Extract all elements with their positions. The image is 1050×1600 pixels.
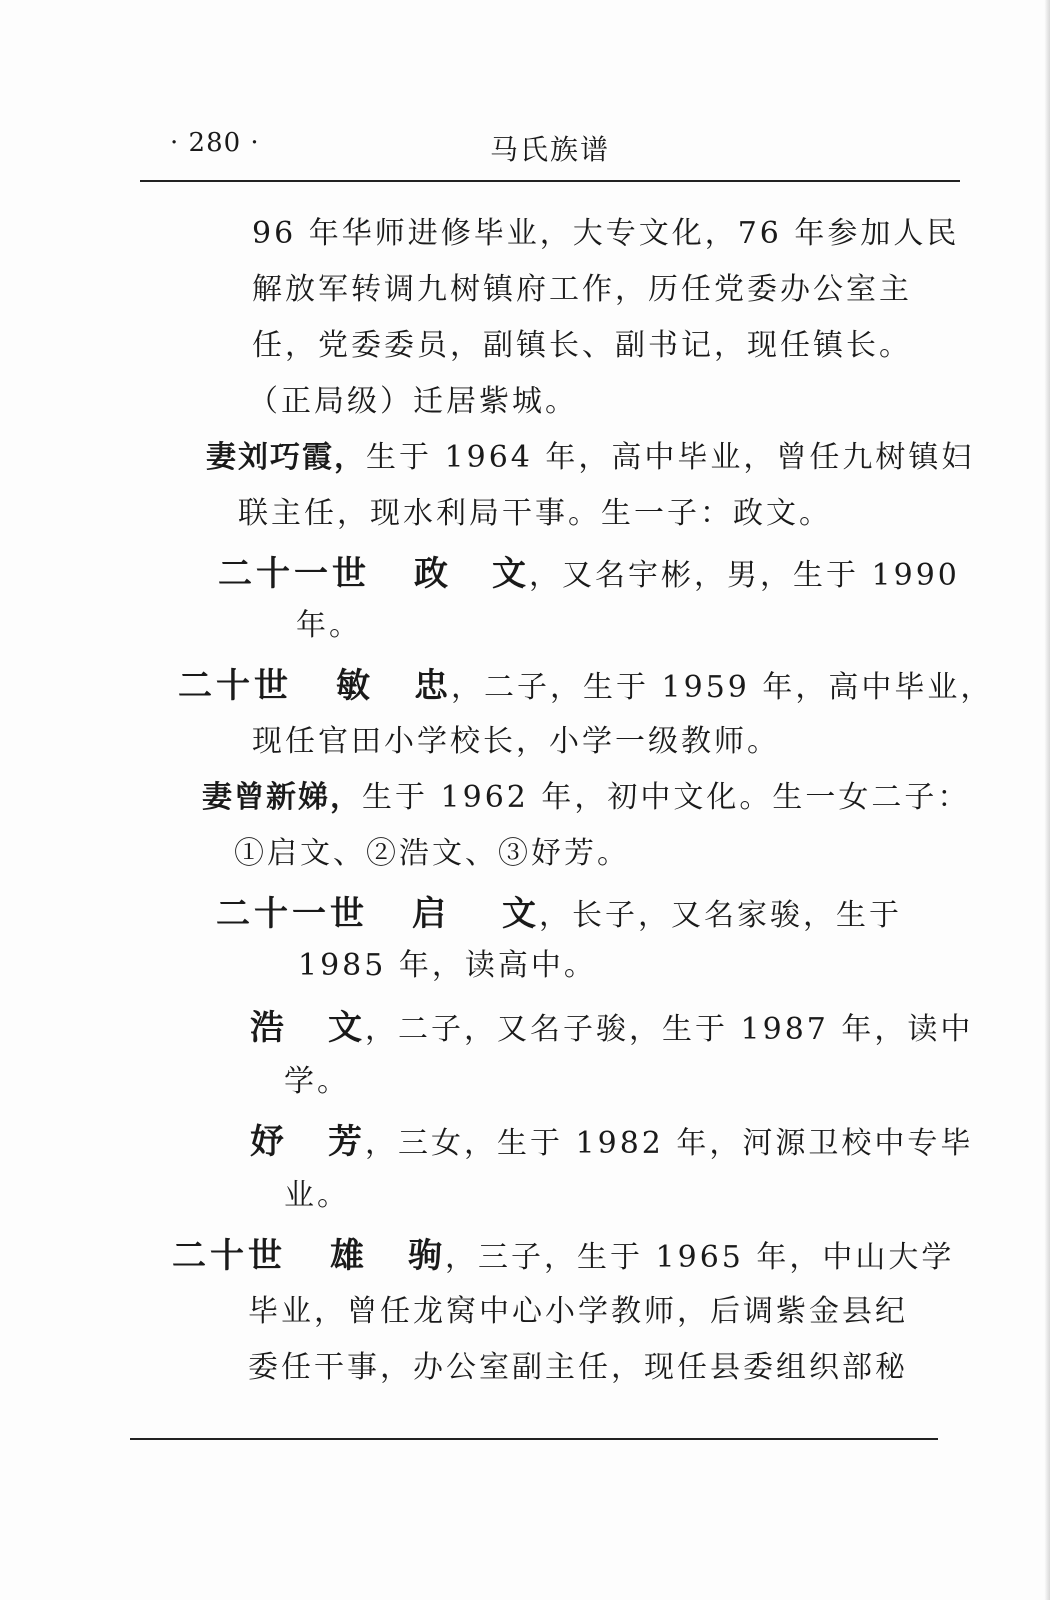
- person-name-second: 文: [492, 554, 529, 594]
- text-line: 年。: [296, 608, 362, 643]
- generation-label: 二十一世: [218, 554, 370, 594]
- entry-wife-liu: [206, 432, 974, 476]
- text-line: 任，党委委员，副镇长、副书记，现任镇长。: [252, 328, 912, 363]
- header-rule: [140, 180, 960, 182]
- person-name-first: 政: [414, 554, 492, 594]
- footer-rule: [130, 1438, 938, 1440]
- entry-minzhong: [178, 658, 993, 707]
- page-header: [170, 128, 960, 168]
- text-line: 毕业，曾任龙窝中心小学教师，后调紫金县纪: [248, 1294, 908, 1329]
- running-title: 马氏族谱: [490, 133, 611, 166]
- text-line: 96 年华师进修毕业，大专文化，76 年参加人民: [252, 216, 960, 251]
- generation-label: 二十世: [178, 666, 292, 706]
- entry-qiwen: [216, 886, 902, 935]
- page-number: · 280 ·: [170, 128, 260, 158]
- entry-text: ，二子，生于 1959 年，高中毕业，: [451, 670, 994, 705]
- entry-yufang: [250, 1114, 973, 1163]
- person-name: 妻曾新娣，: [202, 780, 362, 815]
- text-line: 联主任，现水利局干事。生一子：政文。: [238, 496, 832, 531]
- entry-text: ，二子，又名子骏，生于 1987 年，读中: [365, 1012, 974, 1047]
- person-name-first: 雄: [330, 1236, 408, 1276]
- page-edge-shadow: [1044, 0, 1050, 1600]
- text-line: （正局级）迁居紫城。: [248, 384, 578, 419]
- text-line: 解放军转调九树镇府工作，历任党委办公室主: [252, 272, 912, 307]
- text-line: 现任官田小学校长，小学一级教师。: [252, 724, 780, 759]
- text-line: 学。: [284, 1064, 350, 1099]
- entry-text: ，三子，生于 1965 年，中山大学: [445, 1240, 955, 1275]
- entry-zhengwen: [218, 546, 960, 595]
- person-name-second: 芳: [328, 1122, 365, 1162]
- text-line: 1985 年，读高中。: [298, 948, 597, 983]
- entry-xiongju: [172, 1228, 954, 1277]
- person-name-second: 文: [328, 1008, 365, 1048]
- person-name-second: 文: [502, 894, 539, 934]
- text-line: 业。: [284, 1178, 350, 1213]
- person-name-first: 浩: [250, 1008, 328, 1048]
- person-name-first: 敏: [336, 666, 414, 706]
- person-name: 妻刘巧霞，: [206, 440, 366, 475]
- text-line: ①启文、②浩文、③妤芳。: [234, 836, 630, 871]
- generation-label: 二十世: [172, 1236, 286, 1276]
- entry-text: ，长子，又名家骏，生于: [539, 898, 902, 933]
- entry-text: 生于 1964 年，高中毕业，曾任九树镇妇: [366, 440, 975, 475]
- entry-text: 生于 1962 年，初中文化。生一女二子：: [362, 780, 971, 815]
- entry-haowen: [250, 1000, 973, 1049]
- person-name-first: 启: [412, 894, 502, 934]
- entry-text: ，三女，生于 1982 年，河源卫校中专毕: [365, 1126, 974, 1161]
- person-name-first: 妤: [250, 1122, 328, 1162]
- person-name-second: 驹: [408, 1236, 445, 1276]
- text-line: 委任干事，办公室副主任，现任县委组织部秘: [248, 1350, 908, 1385]
- person-name-second: 忠: [414, 666, 451, 706]
- entry-text: ，又名宇彬，男，生于 1990: [529, 558, 960, 593]
- entry-wife-zeng: [202, 772, 970, 816]
- generation-label: 二十一世: [216, 894, 368, 934]
